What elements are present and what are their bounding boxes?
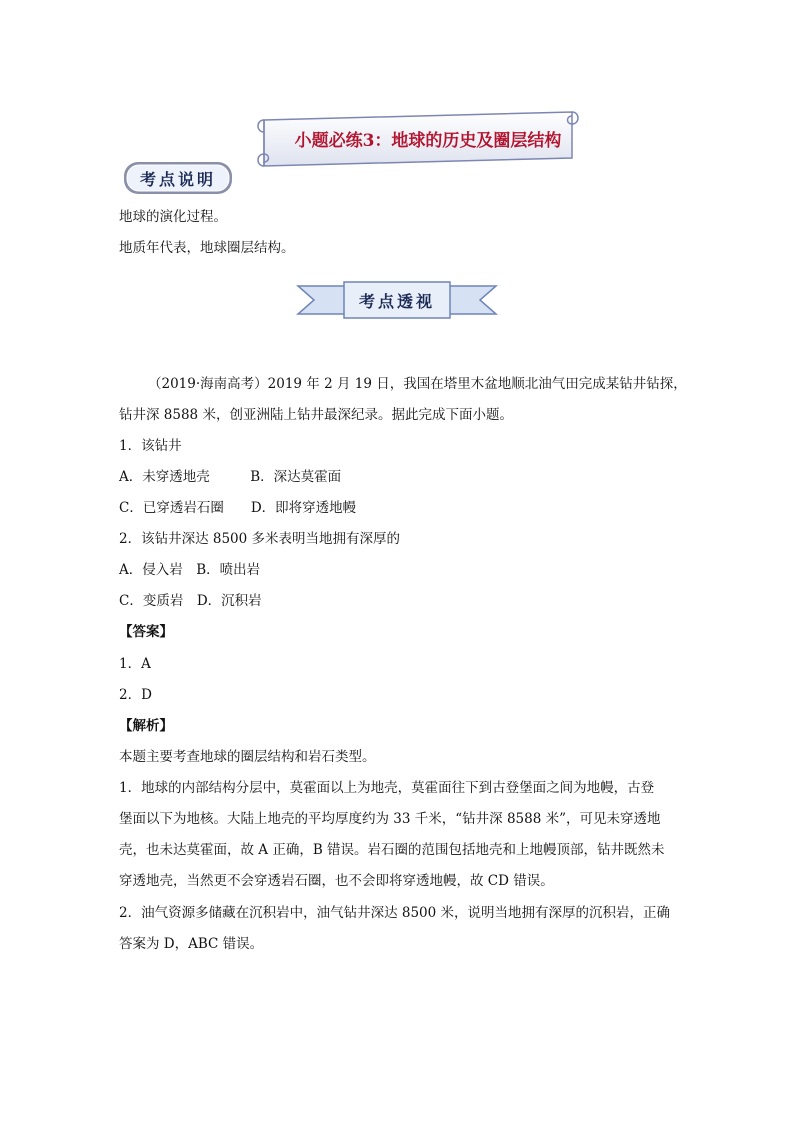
explanation-p1-line-2: 堡面以下为地核。大陆上地壳的平均厚度约为 33 千米，“钻井深 8588 米”，可见未穿透地 [119, 811, 661, 827]
section-tag-explain-label: 考点说明 [139, 170, 216, 189]
title-banner [250, 106, 582, 172]
explain-line-1: 地球的演化过程。 [119, 209, 227, 225]
question-1-options-row-2: C．已穿透岩石圈 D．即将穿透地幔 [119, 500, 357, 516]
section-tag-analysis-label: 考点透视 [358, 292, 435, 311]
section-tag-explain [122, 160, 234, 196]
explanation-p2-line-2: 答案为 D，ABC 错误。 [119, 936, 264, 952]
explanation-p1-line-4: 穿透地壳，当然更不会穿透岩石圈，也不会即将穿透地幔，故 CD 错误。 [119, 873, 554, 889]
question-intro-line-1: （2019·海南高考）2019 年 2 月 19 日，我国在塔里木盆地顺北油气田完成某钻井钻探， [148, 376, 687, 392]
explanation-p1-line-1: 1．地球的内部结构分层中，莫霍面以上为地壳，莫霍面往下到古登堡面之间为地幔，古登 [119, 780, 655, 796]
question-1-options-row-1: A．未穿透地壳 B．深达莫霍面 [119, 469, 342, 485]
question-2-options-row-1: A．侵入岩 B．喷出岩 [119, 562, 261, 578]
explanation-summary: 本题主要考查地球的圈层结构和岩石类型。 [119, 749, 376, 765]
question-2-stem: 2．该钻井深达 8500 多米表明当地拥有深厚的 [119, 531, 401, 547]
question-2-options-row-2: C．变质岩 D．沉积岩 [119, 593, 262, 609]
explanation-p2-line-1: 2．油气资源多储藏在沉积岩中，油气钻井深达 8500 米，说明当地拥有深厚的沉积岩，正确 [119, 905, 671, 921]
page-title: 小题必练3：地球的历史及圈层结构 [294, 131, 562, 151]
answer-heading: 【答案】 [119, 624, 173, 640]
question-intro-line-2: 钻井深 8588 米，创亚洲陆上钻井最深纪录。据此完成下面小题。 [119, 407, 513, 423]
explain-line-2: 地质年代表，地球圈层结构。 [119, 240, 295, 256]
section-tag-analysis [296, 280, 498, 320]
explanation-p1-line-3: 壳，也未达莫霍面，故 A 正确，B 错误。岩石圈的范围包括地壳和上地幔顶部，钻井既然未 [119, 842, 665, 858]
answer-1: 1．A [119, 656, 151, 672]
explanation-heading: 【解析】 [119, 718, 173, 734]
question-1-stem: 1．该钻井 [119, 438, 182, 454]
answer-2: 2．D [119, 687, 152, 703]
